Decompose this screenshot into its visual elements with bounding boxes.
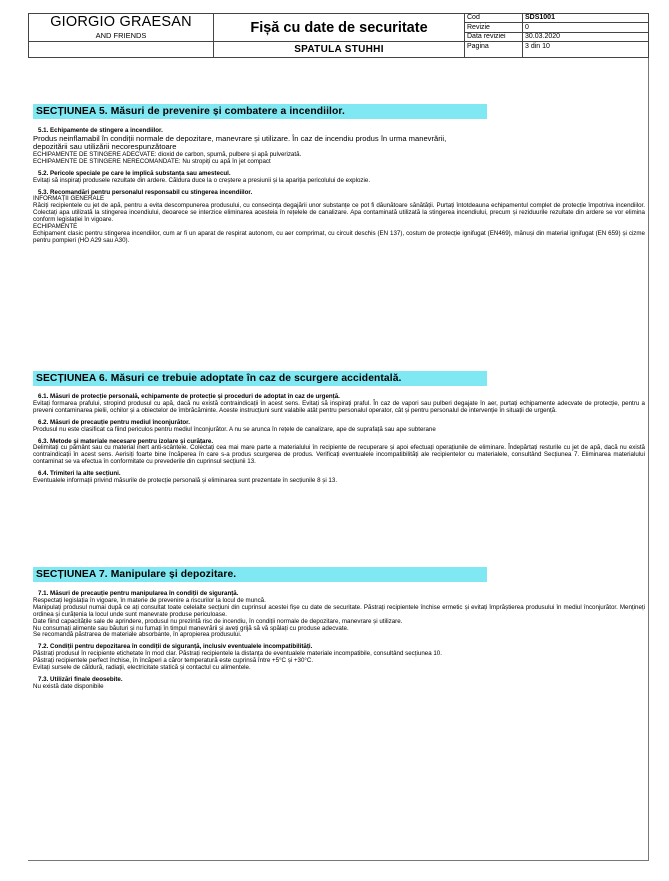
section-5-body <box>33 128 645 245</box>
company-block <box>29 14 214 42</box>
subsection-6-1-heading: 6.1. Măsuri de protecție personală, echipamente de protecție și proceduri de adoptat în caz de urgență. <box>38 393 340 400</box>
paragraph: Evitați sursele de căldură, radiații, electricitate statică și contactul cu alimentele. <box>33 664 251 672</box>
paragraph: Evitați formarea prafului, stropind produsul cu apă, dacă nu există contraindicații în acest sens. Evitați să inspirați praful. În caz de vapori sau pulberi degajate în aer, purtați echipamente adecvate de protecție, pentru a preveni contaminarea pielii, ochilor și a obiectelor de îmbrăcăminte. Aceste instrucțiuni sunt valabile atât pentru personalul operator, cât și pentru personalul de intervenție în situații de urgență. <box>33 399 645 414</box>
meta-label-cod: Cod <box>465 14 523 23</box>
subsection-6-2-heading: 6.2. Măsuri de precauție pentru mediul înconjurător. <box>38 418 190 426</box>
paragraph: Manipulați produsul numai după ce ați consultat toate celelalte secțiuni din cuprinsul acestei fișe cu date de securitate. Păstrați recipientele închise ermetic și evitați împrăștierea produsului în mediul înconjurător. Mențineți ordinea și curățenia la locul unde sunt manevrate produse periculoase. <box>33 603 645 618</box>
section-6-heading: SECȚIUNEA 6. Măsuri ce trebuie adoptate în caz de scurgere accidentală. <box>33 371 487 386</box>
section-7-body <box>33 591 645 691</box>
paragraph: ECHIPAMENTE DE STINGERE ADECVATE: dioxid de carbon, spumă, pulbere și apă pulverizată. <box>33 150 302 158</box>
paragraph: Nu consumați alimente sau băuturi și nu fumați în timpul manevrării și aveți grijă să vă spălați cu produse adecvate. <box>33 624 349 632</box>
paragraph: INFORMAȚII GENERALE <box>33 195 105 203</box>
page-bottom-rule <box>28 860 648 861</box>
meta-value-revizie: 0 <box>523 23 649 32</box>
company-cell-bottom <box>29 42 214 58</box>
subsection-5-2-heading: 5.2. Pericole speciale pe care le implică substanța sau amestecul. <box>38 169 231 177</box>
paragraph: Delimitați cu pământ sau cu material inert anti-scânteie. Colectați cea mai mare parte a materialului în recipiente de recuperare și apoi efectuați operațiunile de eliminare. Îndepărtați resturile cu jet de apă, dacă nu există contraindicații în acest sens. Aerisiți foarte bine încăperea în care s-a produs scurgerea de produs. Verificați eventualele incompatibilități ale recipientelor cu materialele, consultând Secțiunea 7. Eliminarea materialului contaminat se va efectua în conformitate cu prevederile din cuprinsul secțiunii 13. <box>33 444 645 466</box>
subsection-6-3-heading: 6.3. Metode și materiale necesare pentru izolare și curățare. <box>38 437 214 445</box>
paragraph: Respectați legislația în vigoare, în materie de prevenire a riscurilor la locul de muncă. <box>33 596 266 604</box>
paragraph: Eventualele informații privind măsurile de protecție personală și eliminarea sunt prezentate în secțiunile 8 și 13. <box>33 477 338 485</box>
paragraph: ECHIPAMENTE DE STINGERE NERECOMANDATE: Nu stropiți cu apă în jet compact <box>33 157 271 165</box>
paragraph: ECHIPAMENTE <box>33 223 78 231</box>
section-6-body <box>33 394 645 485</box>
meta-label-pagina: Pagina <box>465 42 523 58</box>
subsection-5-3-heading: 5.3. Recomandări pentru personalul responsabil cu stingerea incendiilor. <box>38 188 253 196</box>
paragraph: Produsul nu este clasificat ca fiind periculos pentru mediul înconjurător. A nu se arunca în rețele de canalizare, ape de suprafață sau ape subterane <box>33 425 436 433</box>
section-5-heading: SECȚIUNEA 5. Măsuri de prevenire și combatere a incendiilor. <box>33 104 487 119</box>
product-name: SPATULA STUHHI <box>214 42 465 58</box>
paragraph: Date fiind capacitățile sale de aprindere, produsul nu prezintă risc de incendiu, în condiții normale de depozitare, manevrare și utilizare. <box>33 617 403 625</box>
section-7-heading: SECȚIUNEA 7. Manipulare și depozitare. <box>33 567 487 582</box>
subsection-5-1-heading: 5.1. Echipamente de stingere a incendiilor. <box>38 127 163 134</box>
meta-value-cod: SDS1001 <box>523 14 649 23</box>
meta-label-data-reviziei: Data reviziei <box>465 32 523 41</box>
paragraph: Se recomandă păstrarea de materiale absorbante, în apropierea produsului. <box>33 631 242 639</box>
meta-label-revizie: Revizie <box>465 23 523 32</box>
paragraph: Nu există date disponibile <box>33 682 104 690</box>
paragraph: Produs neinflamabil în condiții normale de depozitare, manevrare și utilizare. În caz de incendiu produs în urma manevrării, <box>33 133 447 143</box>
meta-value-pagina: 3 din 10 <box>523 42 649 58</box>
document-header <box>28 13 649 58</box>
company-name: GIORGIO GRAESAN <box>50 14 192 30</box>
paragraph: Păstrați produsul în recipiente etichetate în mod clar. Păstrați recipientele la distanța de eventualele materiale incompatibile, consultând secțiunea 10. <box>33 650 442 658</box>
subsection-7-3-heading: 7.3. Utilizări finale deosebite. <box>38 675 123 683</box>
subsection-7-1-heading: 7.1. Măsuri de precauție pentru manipularea în condiții de siguranță. <box>38 590 239 597</box>
paragraph: Păstrați recipientele perfect închise, în încăperi a căror temperatură este cuprinsă între +5°C și +30°C. <box>33 657 314 665</box>
paragraph: Evitați să inspirați produsele rezultate din ardere. Căldura duce la o creștere a presiunii și la apariția pericolului de explozie. <box>33 176 371 184</box>
document-title: Fișă cu date de securitate <box>214 14 465 42</box>
meta-value-data-reviziei: 30.03.2020 <box>523 32 649 41</box>
subsection-6-4-heading: 6.4. Trimiteri la alte secțiuni. <box>38 470 121 478</box>
subsection-7-2-heading: 7.2. Condiții pentru depozitarea în condiții de siguranță, inclusiv eventualele incompatibilități. <box>38 643 313 651</box>
paragraph: depozitării sau utilizării necorespunzătoare <box>33 142 177 152</box>
company-subtitle: AND FRIENDS <box>95 31 147 40</box>
paragraph: Echipament clasic pentru stingerea incendiilor, cum ar fi un aparat de respirat autonom, cu aer comprimat, cu circuit deschis (EN 137), costum de protecție ignifugat (EN469), mănuși din material ignifugat (EN 659) și cizme pentru pompieri (HO A29 sau A30). <box>33 229 645 244</box>
paragraph: Răciți recipientele cu jet de apă, pentru a evita descompunerea produsului, cu consecința degajării unor substanțe ce pot fi dăunătoare sănătății. Purtați întotdeauna echipamentul complet de protecție împotriva incendiilor. Colectați apa utilizată la stingerea incendiului, deoarece se interzice eliminarea acesteia în rețelele de canalizare. Apa contaminată utilizată la stingerea incendiului, precum și reziduurile rezultate din ardere se vor elimina conform legislației în vigoare. <box>33 202 645 224</box>
